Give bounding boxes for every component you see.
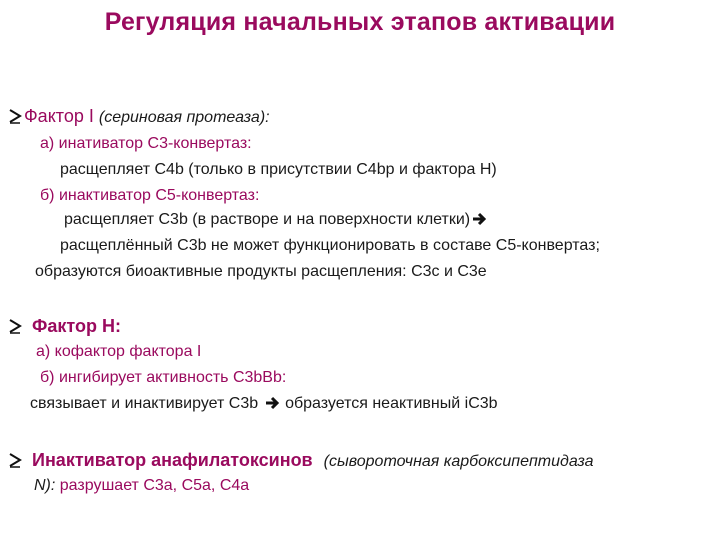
anaphylatoxin-detail: разрушает С3а, С5а, С4а [59, 477, 250, 494]
factor-i-item-b: б) инактиватор С5-конвертаз: [40, 187, 260, 204]
factor-h-heading: Фактор Н: [32, 316, 121, 336]
factor-i-item-b-detail: расщепляет С3b (в растворе и на поверхности клетки) [64, 211, 471, 228]
anaphylatoxin-note: (сывороточная карбоксипептидаза [323, 453, 594, 470]
factor-h-heading-line [8, 316, 121, 336]
arrow-bullet-icon [8, 108, 22, 124]
factor-h-item-a: а) кофактор фактора I [36, 343, 202, 360]
factor-h-detail-line [30, 394, 498, 414]
factor-h-detail-part1: связывает и инактивирует С3b [30, 395, 259, 412]
factor-h-detail-part2: образуется неактивный iС3b [285, 395, 498, 412]
factor-i-item-a-detail: расщепляет С4b (только в присутствии С4bp и фактора Н) [60, 161, 497, 178]
right-arrow-icon [472, 212, 486, 226]
page-title: Регуляция начальных этапов активации [104, 8, 616, 36]
factor-i-note: (сериновая протеаза): [98, 109, 270, 126]
arrow-bullet-icon [8, 318, 22, 334]
factor-i-item-b-detail-line [64, 210, 488, 230]
right-arrow-icon [265, 396, 279, 410]
anaphylatoxin-heading-line [8, 450, 594, 472]
factor-i-item-b-detail3: образуются биоактивные продукты расщепления: С3с и С3е [35, 263, 487, 280]
anaphylatoxin-note-end: N): [34, 477, 56, 494]
factor-h-item-b: б) ингибирует активность С3bBb: [40, 369, 287, 386]
anaphylatoxin-line2 [34, 476, 249, 496]
arrow-bullet-icon [8, 452, 22, 468]
factor-i-heading-line [8, 106, 270, 128]
factor-i-item-b-detail2: расщеплённый С3b не может функционировать в составе С5-конвертаз; [60, 237, 600, 254]
anaphylatoxin-heading: Инактиватор анафилатоксинов [32, 450, 313, 470]
factor-i-item-a: а) инативатор С3-конвертаз: [40, 135, 252, 152]
factor-i-heading: Фактор I [24, 106, 94, 126]
